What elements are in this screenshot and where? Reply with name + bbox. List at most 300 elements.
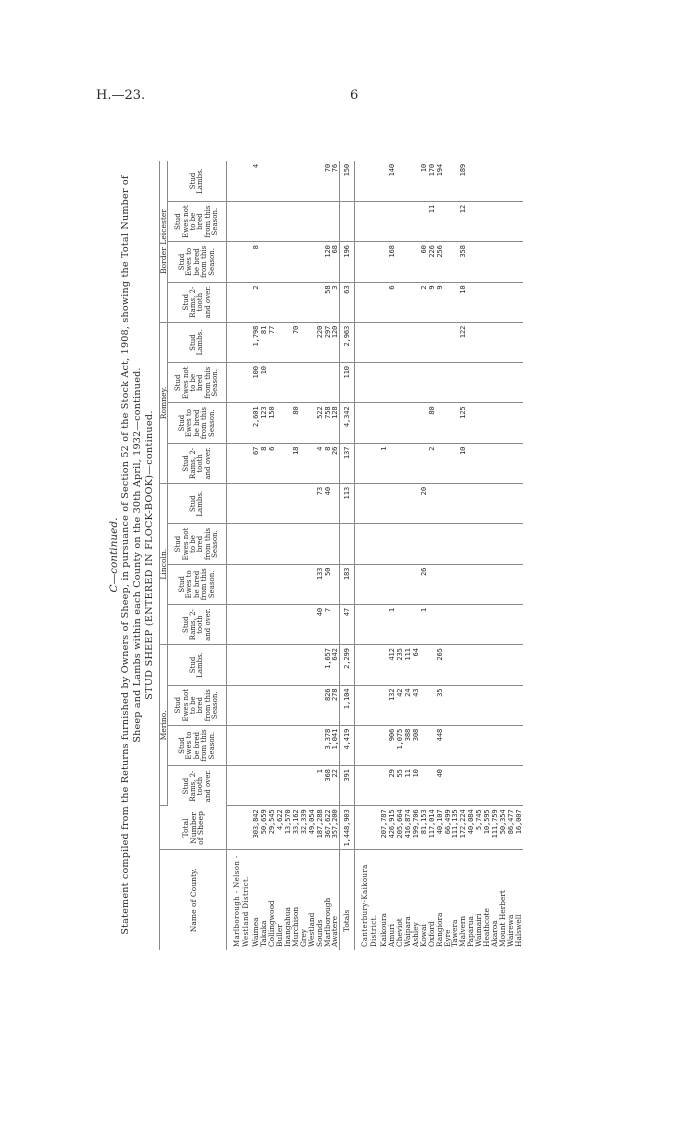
value-cell [499,685,507,725]
value-cell [331,363,339,403]
value-cell: 80 [428,403,436,443]
value-cell: 120 [331,322,339,362]
total-sheep-cell: 86,477 [507,806,515,850]
value-cell [300,685,308,725]
county-name: Buller [275,924,285,947]
value-cell [483,403,491,443]
value-cell: 120 [324,242,332,282]
value-cell: 70 [324,161,332,201]
total-sheep-cell: 33,162 [292,806,300,850]
breed-header-lincoln: Lincoln. [160,484,168,645]
value-cell [388,363,396,403]
value-cell [260,242,268,282]
value-cell [260,524,268,564]
value-cell [515,725,523,765]
value-cell [459,685,467,725]
value-cell: 2,601 [252,403,260,443]
breed-header-border-leicester: Border Leicester [160,161,168,322]
value-cell [499,282,507,322]
value-cell [444,242,452,282]
total-sheep-cell: 49,054 [308,806,316,850]
value-cell: 642 [331,645,339,685]
value-cell: 170 [428,161,436,201]
value-cell: 1 [388,604,396,644]
value-cell [491,685,499,725]
county-name: Marlborough [322,897,332,947]
value-cell: 8 [324,443,332,483]
value-cell [491,403,499,443]
district-heading-row [227,161,253,950]
stud-sheep-table [159,161,523,950]
value-cell [451,564,459,604]
value-cell [467,161,475,201]
value-cell [467,645,475,685]
value-cell [459,645,467,685]
value-cell [515,564,523,604]
value-cell [444,363,452,403]
value-cell: 4 [316,443,324,483]
value-cell [292,363,300,403]
value-cell: 235 [396,645,404,685]
value-cell: 226 [428,242,436,282]
value-cell [260,725,268,765]
value-cell [499,322,507,362]
value-cell: 308 [412,725,420,765]
value-cell [451,524,459,564]
value-cell [396,201,404,241]
value-cell [491,725,499,765]
value-cell [292,161,300,201]
value-cell [284,524,292,564]
value-cell: 906 [388,725,396,765]
value-cell: 9 [428,282,436,322]
value-cell [276,322,284,362]
value-cell [412,403,420,443]
value-cell [292,564,300,604]
value-cell [428,524,436,564]
value-cell: 6 [388,282,396,322]
value-cell [483,322,491,362]
value-cell [260,604,268,644]
value-cell [388,322,396,362]
value-cell: 358 [459,242,467,282]
value-cell [475,766,483,806]
value-cell [499,201,507,241]
value-cell [260,685,268,725]
value-cell: 3 [331,282,339,322]
value-cell [436,403,444,443]
value-cell [300,484,308,524]
value-cell [483,524,491,564]
county-name: Takaka [259,920,269,947]
value-cell: 29 [388,766,396,806]
value-cell [499,443,507,483]
value-cell [300,443,308,483]
value-cell [388,403,396,443]
value-cell [388,564,396,604]
value-cell: 368 [324,766,332,806]
value-cell: 11 [428,201,436,241]
value-cell: 68 [331,242,339,282]
value-cell [507,201,515,241]
value-cell [483,363,491,403]
value-cell [483,725,491,765]
value-cell: 18 [292,443,300,483]
value-cell: 1,041 [331,725,339,765]
value-cell [467,484,475,524]
value-cell [331,201,339,241]
value-cell: 758 [324,403,332,443]
county-name: Eyre [442,929,452,947]
county-name: Ashley [410,922,420,947]
value-cell [420,363,428,403]
value-cell [252,564,260,604]
value-cell [499,161,507,201]
total-sheep-cell: 5,745 [475,806,483,850]
value-cell: 67 [252,443,260,483]
value-cell [268,685,276,725]
value-cell [475,564,483,604]
value-cell [284,242,292,282]
value-cell [396,484,404,524]
value-cell [499,403,507,443]
total-value-cell: 2,299 [340,645,355,685]
value-cell [491,282,499,322]
subcolumn-header: Stud Ewes to be bred from this Season. [168,403,227,443]
value-cell [396,524,404,564]
value-cell [428,484,436,524]
value-cell [284,484,292,524]
value-cell [396,564,404,604]
value-cell [420,725,428,765]
total-sheep-cell: 40,107 [436,806,444,850]
value-cell [331,484,339,524]
value-cell [515,363,523,403]
value-cell [475,161,483,201]
value-cell [276,282,284,322]
value-cell: 26 [420,564,428,604]
value-cell [260,161,268,201]
total-value-cell: 113 [340,484,355,524]
value-cell [396,443,404,483]
value-cell [467,524,475,564]
county-name: Wairewa [505,914,515,947]
value-cell [507,403,515,443]
value-cell [300,282,308,322]
value-cell [428,322,436,362]
county-name: Akaroa [489,920,499,947]
value-cell: 1,798 [252,322,260,362]
total-sheep-cell: 40,084 [467,806,475,850]
value-cell [467,564,475,604]
continued-heading: C—continued. [108,517,120,593]
breed-header-romney: Romney. [160,322,168,483]
county-name: Oxford [426,921,436,947]
total-value-cell: 63 [340,282,355,322]
value-cell [300,242,308,282]
value-cell: 265 [436,645,444,685]
value-cell: 58 [324,282,332,322]
total-column-header: Total Number of Sheep [160,806,227,850]
value-cell [276,363,284,403]
value-cell [260,564,268,604]
value-cell [475,322,483,362]
value-cell [260,766,268,806]
value-cell [380,524,388,564]
value-cell [404,201,412,241]
value-cell [388,443,396,483]
total-value-cell: 4,342 [340,403,355,443]
value-cell [467,322,475,362]
subcolumn-header: Stud Ewes not to be bred from this Season. [168,524,227,564]
value-cell [388,201,396,241]
value-cell [499,766,507,806]
value-cell [515,604,523,644]
value-cell [507,645,515,685]
value-cell [268,604,276,644]
value-cell [451,604,459,644]
value-cell [404,161,412,201]
value-cell [475,201,483,241]
total-sheep-cell: 416,874 [404,806,412,850]
subcolumn-header: Stud Ewes to be bred from this Season. [168,242,227,282]
value-cell [436,322,444,362]
value-cell [300,645,308,685]
total-sheep-cell: 50,659 [260,806,268,850]
value-cell [459,725,467,765]
county-name: Kaikoura [379,913,389,947]
value-cell: 448 [436,725,444,765]
county-name: Heathcote [482,908,492,947]
value-cell: 256 [436,242,444,282]
value-cell [483,645,491,685]
page-number: 6 [350,88,359,103]
value-cell [491,322,499,362]
total-value-cell: 1,448,903 [340,806,355,850]
value-cell [507,564,515,604]
value-cell: 2 [252,282,260,322]
value-cell [507,725,515,765]
value-cell [404,564,412,604]
value-cell [444,403,452,443]
value-cell [420,645,428,685]
value-cell: 76 [331,161,339,201]
value-cell [483,242,491,282]
value-cell [308,524,316,564]
value-cell [491,766,499,806]
total-value-cell: 137 [340,443,355,483]
table-row [467,161,475,950]
value-cell: 81 [260,322,268,362]
value-cell [292,242,300,282]
total-value-cell [340,201,355,241]
value-cell: 1 [420,604,428,644]
value-cell [292,685,300,725]
value-cell: 3,378 [324,725,332,765]
value-cell [300,322,308,362]
value-cell [507,322,515,362]
totals-label: Totals [340,850,355,950]
value-cell [507,766,515,806]
value-cell [436,604,444,644]
subcolumn-header: Stud Rams, 2-tooth and over. [168,604,227,644]
value-cell [412,201,420,241]
value-cell [428,604,436,644]
value-cell [292,484,300,524]
subcolumn-header: Stud Ewes not to be bred from this Season. [168,363,227,403]
value-cell [388,484,396,524]
value-cell [268,645,276,685]
total-value-cell: 110 [340,363,355,403]
value-cell [300,363,308,403]
value-cell [491,645,499,685]
value-cell [499,363,507,403]
county-name: Kowai [418,924,428,947]
value-cell [507,484,515,524]
value-cell [444,443,452,483]
value-cell: 11 [404,766,412,806]
total-sheep-cell: 10,595 [483,806,491,850]
value-cell: 388 [404,725,412,765]
value-cell [404,403,412,443]
county-name: Mount Herbert [497,890,507,947]
table-row [331,161,339,950]
total-value-cell: 1,104 [340,685,355,725]
value-cell [300,524,308,564]
value-cell [467,242,475,282]
value-cell [260,282,268,322]
subcolumn-header: Stud Ewes not to be bred from this Season. [168,201,227,241]
value-cell: 80 [292,403,300,443]
value-cell [308,363,316,403]
value-cell: 10 [459,443,467,483]
subcolumn-header: Stud Ewes not to be bred from this Season. [168,685,227,725]
value-cell [308,685,316,725]
value-cell [380,363,388,403]
county-name: Murchison [290,906,300,947]
value-cell [515,766,523,806]
value-cell [404,242,412,282]
value-cell [284,604,292,644]
value-cell [451,363,459,403]
value-cell [276,604,284,644]
value-cell: 26 [331,443,339,483]
value-cell [420,524,428,564]
value-cell: 1,075 [396,725,404,765]
total-sheep-cell: 172,224 [459,806,467,850]
total-sheep-cell: 303,842 [252,806,260,850]
value-cell [300,604,308,644]
value-cell [420,766,428,806]
value-cell [404,443,412,483]
total-sheep-cell: 357,200 [331,806,339,850]
value-cell [324,201,332,241]
value-cell [451,685,459,725]
value-cell [276,161,284,201]
total-sheep-cell: 111,135 [451,806,459,850]
value-cell [475,524,483,564]
value-cell [292,604,300,644]
subcolumn-header: Stud Lambs. [168,645,227,685]
county-name: Awatere [330,916,340,947]
value-cell [276,443,284,483]
value-cell [475,282,483,322]
value-cell [491,604,499,644]
value-cell [292,282,300,322]
value-cell [459,564,467,604]
county-name: Malvern [458,915,468,947]
value-cell: 278 [331,685,339,725]
total-sheep-cell: 426,915 [388,806,396,850]
value-cell [396,322,404,362]
district-heading-row [355,161,381,950]
value-cell [276,685,284,725]
value-cell: 125 [459,403,467,443]
value-cell [292,524,300,564]
value-cell [316,524,324,564]
value-cell: 189 [459,161,467,201]
value-cell [444,564,452,604]
total-value-cell: 150 [340,161,355,201]
value-cell [467,201,475,241]
subcolumn-header: Stud Lambs. [168,161,227,201]
value-cell [499,604,507,644]
value-cell [396,604,404,644]
value-cell [308,242,316,282]
county-name: Sounds [314,919,324,947]
value-cell [483,282,491,322]
value-cell [515,484,523,524]
value-cell [444,725,452,765]
value-cell [252,201,260,241]
value-cell [268,725,276,765]
value-cell [260,484,268,524]
value-cell [380,322,388,362]
value-cell [515,322,523,362]
page-reference: H.—23. [96,88,146,103]
district-name: Marlborough - Nelson - Westland District. [233,855,250,947]
value-cell: 194 [436,161,444,201]
value-cell: 20 [420,484,428,524]
value-cell [331,604,339,644]
value-cell: 1 [316,766,324,806]
value-cell [428,564,436,604]
total-sheep-cell: 29,545 [268,806,276,850]
value-cell [491,443,499,483]
value-cell [483,201,491,241]
value-cell [268,484,276,524]
value-cell: 168 [388,242,396,282]
value-cell: 123 [260,403,268,443]
value-cell: 122 [459,322,467,362]
county-name: Westland [306,912,316,947]
value-cell [324,363,332,403]
value-cell [515,524,523,564]
county-name: Waimairi [474,913,484,947]
value-cell [467,443,475,483]
value-cell: 22 [331,766,339,806]
total-sheep-cell: 16,007 [515,806,523,850]
value-cell: 826 [324,685,332,725]
value-cell: 297 [324,322,332,362]
value-cell [276,403,284,443]
value-cell [308,725,316,765]
totals-row [340,161,355,950]
table-row [515,161,523,950]
subcolumn-header: Stud Lambs. [168,484,227,524]
value-cell [475,242,483,282]
value-cell [292,725,300,765]
